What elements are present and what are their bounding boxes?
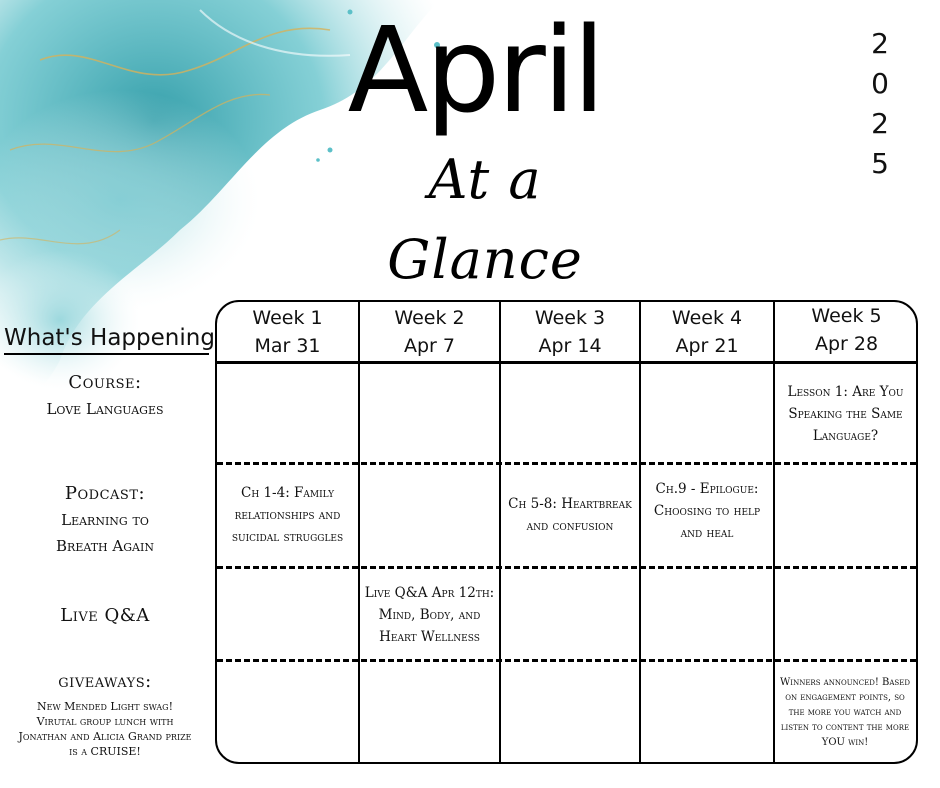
week-date: Apr 14 bbox=[538, 335, 602, 357]
row-label-podcast bbox=[0, 481, 210, 559]
cell-giveaway-week5: Winners announced! Based on engagement points, so the more you watch and listen to content the more YOU win! bbox=[780, 676, 910, 748]
year-digit: 5 bbox=[871, 147, 889, 180]
calendar-grid bbox=[215, 300, 918, 764]
cell-podcast-week1: Ch 1-4: Family relationships and suicidal struggles bbox=[231, 485, 344, 545]
year-digit: 2 bbox=[871, 107, 889, 140]
cell-podcast-week4: Ch.9 - Epilogue: Choosing to help and heal bbox=[653, 481, 761, 541]
week-label: Week 2 bbox=[394, 307, 465, 329]
week-header bbox=[501, 304, 639, 360]
header-divider bbox=[217, 361, 916, 364]
column-divider bbox=[773, 302, 775, 762]
row-label-course bbox=[0, 370, 210, 422]
title-month: April bbox=[347, 1, 603, 139]
column-divider bbox=[499, 302, 501, 762]
column-divider bbox=[358, 302, 360, 762]
row-divider bbox=[217, 462, 916, 465]
row-heading: Live Q&A bbox=[60, 605, 150, 626]
cell-course-week5: Lesson 1: Are You Speaking the Same Language? bbox=[787, 384, 904, 444]
column-divider bbox=[639, 302, 641, 762]
week-date: Apr 21 bbox=[675, 335, 739, 357]
week-label: Week 5 bbox=[811, 305, 882, 327]
week-date: Apr 7 bbox=[404, 335, 455, 357]
row-divider bbox=[217, 566, 916, 569]
row-heading: Course: bbox=[68, 372, 142, 393]
row-heading: Podcast: bbox=[64, 483, 146, 504]
year bbox=[866, 24, 894, 184]
cell-podcast-week3: Ch 5-8: Heartbreak and confusion bbox=[508, 496, 632, 534]
year-digit: 2 bbox=[871, 27, 889, 60]
week-header bbox=[641, 304, 773, 360]
week-header bbox=[775, 302, 918, 358]
row-detail: New Mended Light swag! Virutal group lunch with Jonathan and Alicia Grand prize is a CRUISE! bbox=[18, 700, 192, 758]
row-label-giveaways bbox=[0, 669, 210, 759]
week-label: Week 4 bbox=[671, 307, 743, 329]
row-detail: Love Languages bbox=[46, 400, 164, 418]
row-label-qa bbox=[0, 603, 210, 629]
week-label: Week 1 bbox=[252, 307, 323, 329]
week-header bbox=[217, 304, 358, 360]
week-date: Mar 31 bbox=[254, 335, 321, 357]
week-header bbox=[360, 304, 499, 360]
week-date: Apr 28 bbox=[814, 333, 879, 355]
section-heading: What's Happening bbox=[4, 324, 209, 355]
year-digit: 0 bbox=[871, 67, 889, 100]
title-subtitle: At a Glance bbox=[387, 148, 583, 291]
row-detail: Breath Again bbox=[56, 537, 154, 555]
row-heading: giveaways: bbox=[58, 671, 152, 692]
week-label: Week 3 bbox=[534, 307, 606, 329]
cell-qa-week2: Live Q&A Apr 12th: Mind, Body, and Heart Wellness bbox=[364, 585, 495, 645]
row-detail: Learning to bbox=[61, 511, 149, 529]
